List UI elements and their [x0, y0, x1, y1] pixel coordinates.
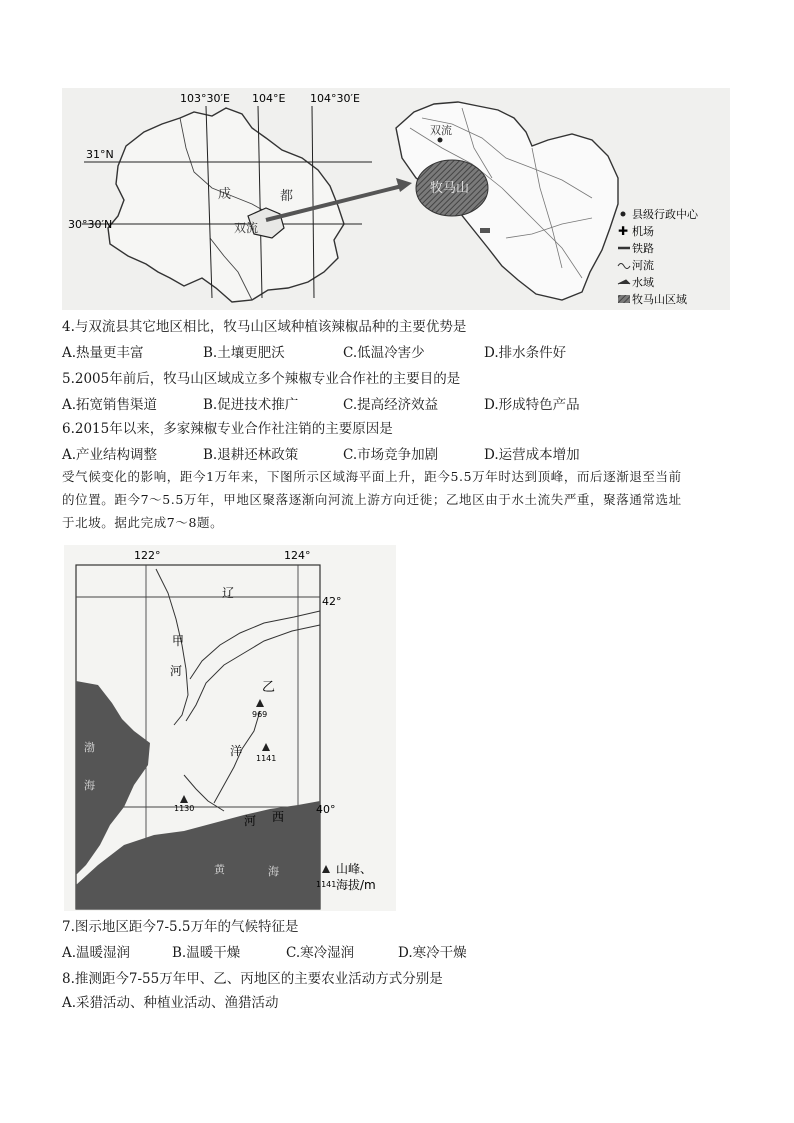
passage-line-1: 受气候变化的影响，距今1万年来，下图所示区域海平面上升，距今5.5万年时达到顶峰，而后逐渐退至当前 [62, 469, 682, 484]
q5-option-d[interactable]: D.形成特色产品 [484, 397, 580, 413]
map-label: 1141 [316, 880, 337, 889]
q7-option-a[interactable]: A.温暖湿润 [62, 945, 131, 961]
q4-option-d[interactable]: D.排水条件好 [484, 345, 567, 361]
map-label: 海 [268, 865, 279, 878]
q4-option-b[interactable]: B.土壤更肥沃 [203, 345, 285, 361]
passage-line-3: 于北坡。据此完成7～8题。 [62, 515, 224, 530]
map-label: 县级行政中心 [632, 208, 698, 221]
chengdu-shuangliu-map [62, 88, 730, 310]
q6-option-a[interactable]: A.产业结构调整 [62, 447, 158, 463]
map-label: 黄 [214, 863, 225, 876]
map-label: 河流 [632, 259, 654, 272]
lon-label-3: 104°30′E [310, 92, 360, 105]
q7-option-d[interactable]: D.寒冷干燥 [398, 945, 467, 961]
map-label: 牧马山区域 [632, 293, 687, 306]
q7-option-b[interactable]: B.温暖干燥 [172, 945, 241, 961]
map-label: 水域 [632, 276, 654, 289]
lat-label-1: 31°N [86, 148, 114, 161]
map-label: 机场 [632, 225, 654, 238]
region-char-1: 成 [218, 187, 232, 202]
q6-option-c[interactable]: C.市场竞争加剧 [343, 447, 439, 463]
map-label: 渤 [84, 741, 95, 754]
q8-option-a[interactable]: A.采猎活动、种植业活动、渔猎活动 [62, 995, 279, 1011]
q4-option-c[interactable]: C.低温冷害少 [343, 345, 425, 361]
map-label: 969 [252, 710, 268, 719]
lon-label-2: 104°E [252, 92, 286, 105]
map-label: 河 [244, 814, 257, 828]
map-label: 铁路 [632, 242, 654, 255]
city-label: 双流 [234, 221, 259, 235]
region-char-2: 都 [280, 189, 294, 204]
map-label: 洋 [230, 744, 243, 758]
question-4-stem: 4.与双流县其它地区相比，牧马山区域种植该辣椒品种的主要优势是 [62, 319, 467, 335]
inset-city-label: 双流 [430, 124, 452, 137]
hatch-icon [618, 295, 630, 303]
map-label: 40° [316, 803, 336, 816]
map-label: 乙 [262, 680, 276, 695]
q6-option-b[interactable]: B.退耕还林政策 [203, 447, 299, 463]
q5-option-c[interactable]: C.提高经济效益 [343, 397, 439, 413]
q6-option-d[interactable]: D.运营成本增加 [484, 447, 580, 463]
map-label: 西 [272, 810, 285, 824]
q5-option-a[interactable]: A.拓宽销售渠道 [62, 397, 158, 413]
airport-icon: ✚ [618, 224, 629, 238]
map-label: 1130 [174, 804, 195, 813]
question-6-stem: 6.2015年以来，多家辣椒专业合作社注销的主要原因是 [62, 421, 393, 437]
map-label: 122° [134, 549, 161, 562]
q5-option-b[interactable]: B.促进技术推广 [203, 397, 299, 413]
lat-label-2: 30°30′N [68, 218, 113, 231]
map-label: 山峰、 [336, 862, 373, 876]
map-label: 1141 [256, 754, 277, 763]
map-label: 海拔/m [336, 878, 376, 892]
inset-area-label: 牧马山 [430, 181, 470, 196]
liaodong-map [64, 545, 396, 911]
q7-option-c[interactable]: C.寒冷湿润 [286, 945, 355, 961]
map-label: 甲 [172, 634, 185, 648]
question-7-stem: 7.图示地区距今7-5.5万年的气候特征是 [62, 919, 299, 935]
map-label: 海 [84, 779, 95, 792]
map-label: 辽 [222, 586, 235, 600]
map-label: 42° [322, 595, 342, 608]
map-label: 124° [284, 549, 311, 562]
q4-option-a[interactable]: A.热量更丰富 [62, 345, 144, 361]
dot-icon [621, 212, 626, 217]
passage-line-2: 的位置。距今7～5.5万年，甲地区聚落逐渐向河流上游方向迁徙；乙地区由于水土流失严重，聚落通常选址 [62, 492, 682, 507]
question-5-stem: 5.2005年前后，牧马山区域成立多个辣椒专业合作社的主要目的是 [62, 371, 461, 387]
lon-label-1: 103°30′E [180, 92, 230, 105]
question-8-stem: 8.推测距今7-55万年甲、乙、丙地区的主要农业活动方式分别是 [62, 971, 443, 987]
map-label: 河 [170, 664, 183, 678]
